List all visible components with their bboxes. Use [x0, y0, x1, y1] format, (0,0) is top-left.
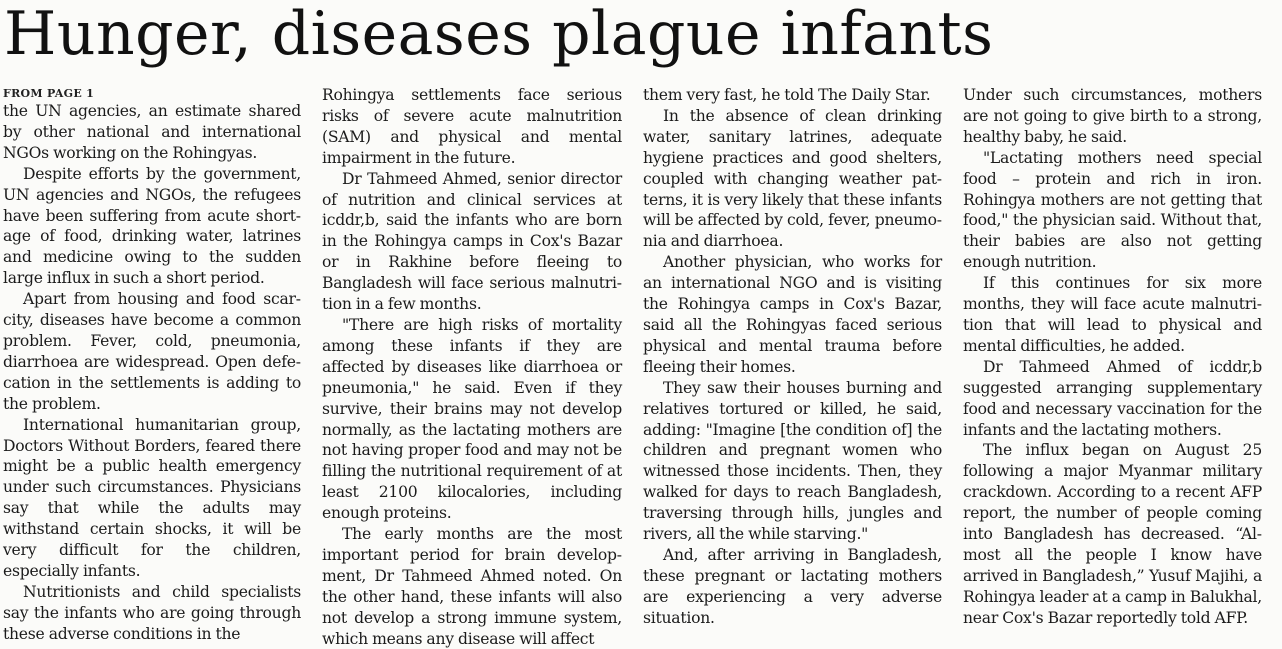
paragraph: them very fast, he told The Daily Star.	[643, 86, 931, 104]
paragraph: Under such circumstances, mothers are not going to give birth to a strong, healthy baby, he said.	[963, 86, 1262, 146]
paragraph: Rohingya settlements face serious risks of severe acute malnutrition (SAM) and physical and mental impairment in the future.	[322, 86, 622, 167]
paragraph: Dr Tahmeed Ahmed, senior director of nutrition and clinical services at icddr,b, said the infants who are born in the Rohingya camps in Cox's Bazar or in Rakhine before fleeing to Bangladesh will face serious malnutrition in a few months.	[322, 169, 622, 314]
paragraph: The influx began on August 25 following a major Myanmar military crackdown. According to a recent AFP report, the number of people coming into Bangladesh has decreased. “Almost all the people I know have arrived in Bangladesh,” Yusuf Majihi, a Rohingya leader at a camp in Balukhal, near Cox's Bazar reportedly told AFP.	[963, 441, 1262, 627]
article-column-2	[322, 85, 622, 648]
paragraph: They saw their houses burning and relatives tortured or killed, he said, adding: "Imagine [the condition of] the children and pregnant women who witnessed those incidents. Then, they walked for days to reach Bangladesh, traversing through hills, jungles and rivers, all the while starving."	[643, 378, 942, 544]
paragraph: And, after arriving in Bangladesh, these pregnant or lactating mothers are experiencing a very adverse situation.	[643, 545, 942, 627]
paragraph: Apart from housing and food scarcity, diseases have become a common problem. Fever, cold, pneumonia, diarrhoea are widespread. Open defecation in the settlements is adding to the problem.	[3, 290, 301, 413]
paragraph: If this continues for six more months, they will face acute malnutrition that will lead to physical and mental difficulties, he added.	[963, 274, 1262, 355]
paragraph: "There are high risks of mortality among these infants if they are affected by diseases like diarrhoea or pneumonia," he said. Even if they survive, their brains may not develop normally, as the lactating mothers are not having proper food and may not be filling the nutritional requirement of at least 2100 kilocalories, including enough proteins.	[322, 315, 622, 523]
article-column-4	[963, 85, 1262, 633]
paragraph: Another physician, who works for an international NGO and is visiting the Rohingya camps in Cox's Bazar, said all the Rohingyas faced serious physical and mental trauma before fleeing their homes.	[643, 253, 942, 376]
article-column-3	[643, 85, 942, 633]
paragraph: the UN agencies, an estimate shared by other national and international NGOs working on the Rohingyas.	[3, 102, 301, 162]
article-column-1	[3, 85, 301, 643]
paragraph: International humanitarian group, Doctors Without Borders, feared there might be a public health emergency under such circumstances. Physicians say that while the adults may withstand certain shocks, it will be very difficult for the children, especially infants.	[3, 415, 301, 580]
headline: Hunger, diseases plague infants	[4, 0, 994, 69]
paragraph: Dr Tahmeed Ahmed of icddr,b suggested arranging supplementary food and necessary vaccination for the infants and the lactating mothers.	[963, 357, 1262, 439]
paragraph: "Lactating mothers need special food – protein and rich in iron. Rohingya mothers are not getting that food," the physician said. Without that, their babies are also not getting enough nutrition.	[963, 148, 1262, 272]
paragraph: The early months are the most important period for brain development, Dr Tahmeed Ahmed noted. On the other hand, these infants will also not develop a strong immune system, which means any disease will affect	[322, 525, 622, 648]
paragraph: Nutritionists and child specialists say the infants who are going through these adverse conditions in the	[3, 582, 301, 643]
paragraph: In the absence of clean drinking water, sanitary latrines, adequate hygiene practices and good shelters, coupled with changing weather patterns, it is very likely that these infants will be affected by cold, fever, pneumonia and diarrhoea.	[643, 106, 942, 251]
paragraph: Despite efforts by the government, UN agencies and NGOs, the refugees have been suffering from acute shortage of food, drinking water, latrines and medicine owing to the sudden large influx in such a short period.	[3, 164, 301, 288]
continuation-kicker: FROM PAGE 1	[3, 87, 95, 100]
